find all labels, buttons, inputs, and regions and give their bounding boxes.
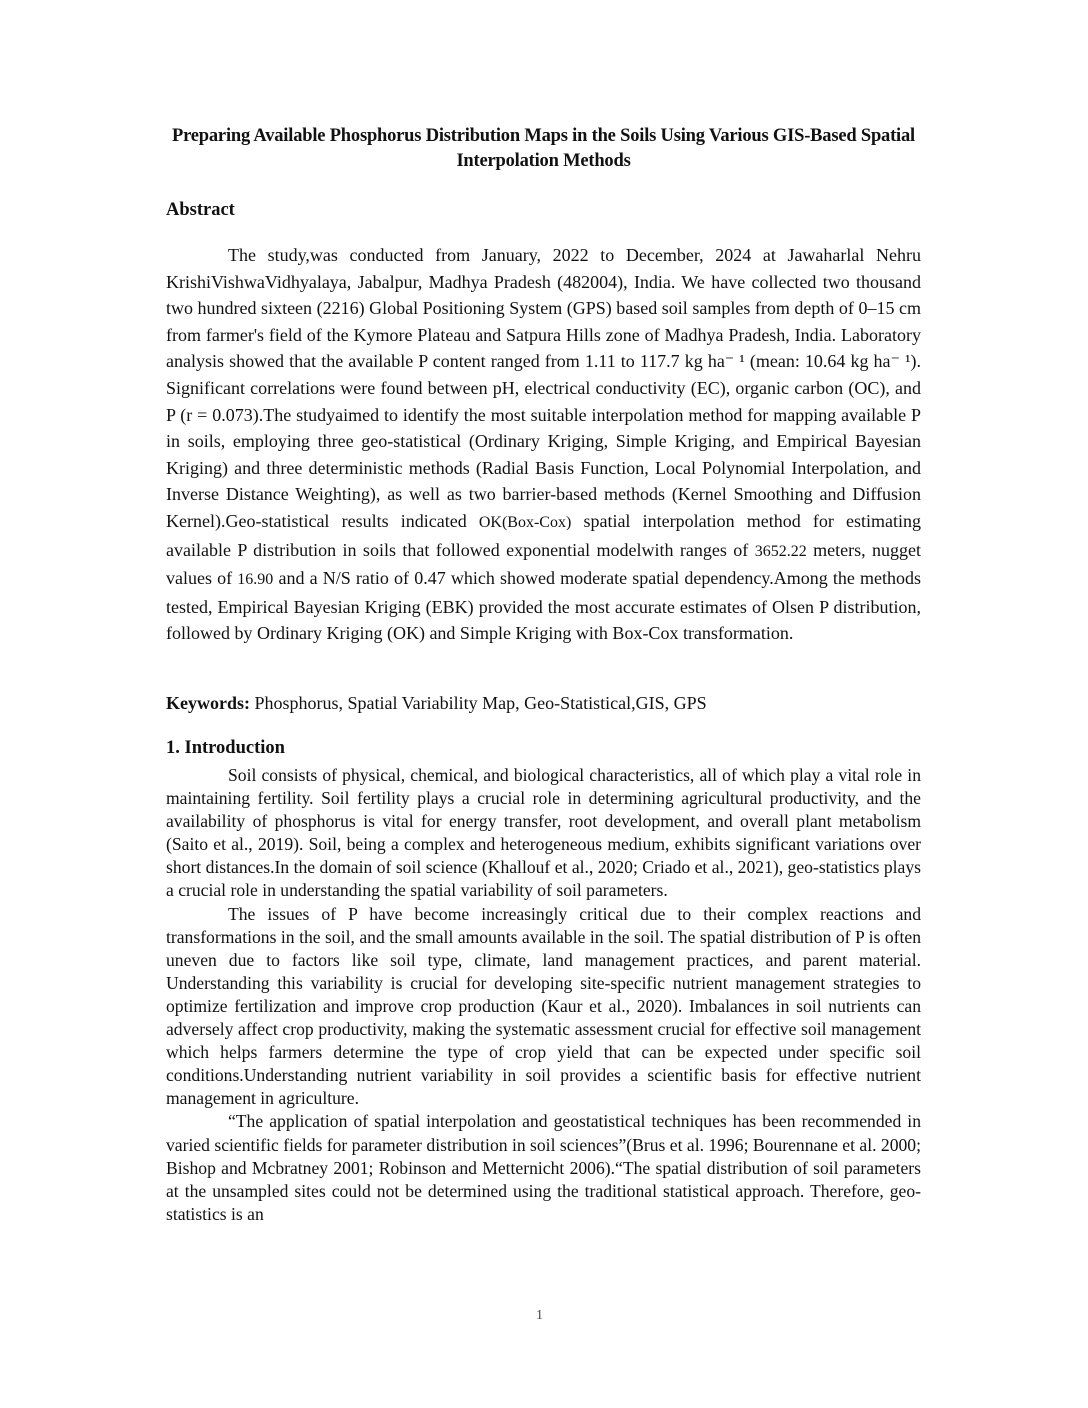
abstract-text-1: The study,was conducted from January, 2022 to December, 2024 at Jawaharlal Nehru KrishiVishwaVidhyalaya, Jabalpur, Madhya Pradesh (482004), India. We have collected two thousand two hundred sixteen (2216) Global Positioning System (GPS) based soil samples from depth of 0–15 cm from farmer's field of the Kymore Plateau and Satpura Hills zone of Madhya Pradesh, India. Laboratory analysis showed that the available P content ranged from 1.11 to 117.7 kg ha⁻ ¹ (mean: 10.64 kg ha⁻ ¹). Significant correlations were found between pH, electrical conductivity (EC), organic carbon (OC), and P (r = 0.073).The studyaimed to identify the most suitable interpolation method for mapping available P in soils, employing three geo-statistical (Ordinary Kriging, Simple Kriging, and Empirical Bayesian Kriging) and three deterministic methods (Radial Basis Function, Local Polynomial Interpolation, and Inverse Distance Weighting), as well as two barrier-based methods (Kernel Smoothing and Diffusion Kernel).Geo-statistical results indicated	[166, 245, 921, 531]
abstract-heading: Abstract	[166, 200, 235, 220]
introduction-body	[166, 764, 921, 1226]
introduction-paragraph: “The application of spatial interpolation and geostatistical techniques has been recommended in varied scientific fields for parameter distribution in soil sciences”(Brus et al. 1996; Bourennane et al. 2000; Bishop and Mcbratney 2001; Robinson and Metternicht 2006).“The spatial distribution of soil parameters at the unsampled sites could not be determined using the traditional statistical approach. Therefore, geo-statistics is an	[166, 1111, 921, 1224]
abstract-text-3: meters, nugget values of	[166, 539, 921, 589]
keywords-label: Keywords:	[166, 693, 250, 713]
introduction-paragraph: The issues of P have become increasingly critical due to their complex reactions and transformations in the soil, and the small amounts available in the soil. The spatial distribution of P is often uneven due to factors like soil type, climate, land management practices, and parent material. Understanding this variability is crucial for developing site-specific nutrient management strategies to optimize fertilization and improve crop production (Kaur et al., 2020). Imbalances in soil nutrients can adversely affect crop productivity, making the systematic assessment crucial for effective soil management which helps farmers determine the type of crop yield that can be expected under specific soil conditions.Understanding nutrient variability in soil provides a scientific basis for effective nutrient management in agriculture.	[166, 903, 921, 1109]
paper-title: Preparing Available Phosphorus Distribution Maps in the Soils Using Various GIS-Based Spatial Interpolation Methods	[172, 126, 915, 171]
keywords-text: Phosphorus, Spatial Variability Map, Geo-Statistical,GIS, GPS	[250, 693, 707, 713]
page-number: 1	[536, 1308, 543, 1323]
introduction-heading: 1. Introduction	[166, 738, 285, 758]
abstract-body	[166, 242, 921, 647]
keywords-line	[166, 693, 707, 714]
abstract-text-4: and a N/S ratio of 0.47 which showed moderate spatial dependency.Among the methods tested, Empirical Bayesian Kriging (EBK) provided the most accurate estimates of Olsen P distribution, followed by Ordinary Kriging (OK) and Simple Kriging with Box-Cox transformation.	[166, 568, 921, 644]
abstract-text-2: spatial interpolation method for estimating available P distribution in soils that followed exponential modelwith ranges of	[166, 510, 921, 560]
abstract-range-value: 3652.22	[754, 542, 807, 560]
abstract-nugget-value: 16.90	[237, 571, 274, 589]
introduction-paragraph: Soil consists of physical, chemical, and biological characteristics, all of which play a vital role in maintaining fertility. Soil fertility plays a crucial role in determining agricultural productivity, and the availability of phosphorus is vital for energy transfer, root development, and overall plant metabolism (Saito et al., 2019). Soil, being a complex and heterogeneous medium, exhibits significant variations over short distances.In the domain of soil science (Khallouf et al., 2020; Criado et al., 2021), geo-statistics plays a crucial role in understanding the spatial variability of soil parameters.	[166, 765, 921, 901]
abstract-ok-boxcox: OK(Box-Cox)	[478, 513, 572, 531]
